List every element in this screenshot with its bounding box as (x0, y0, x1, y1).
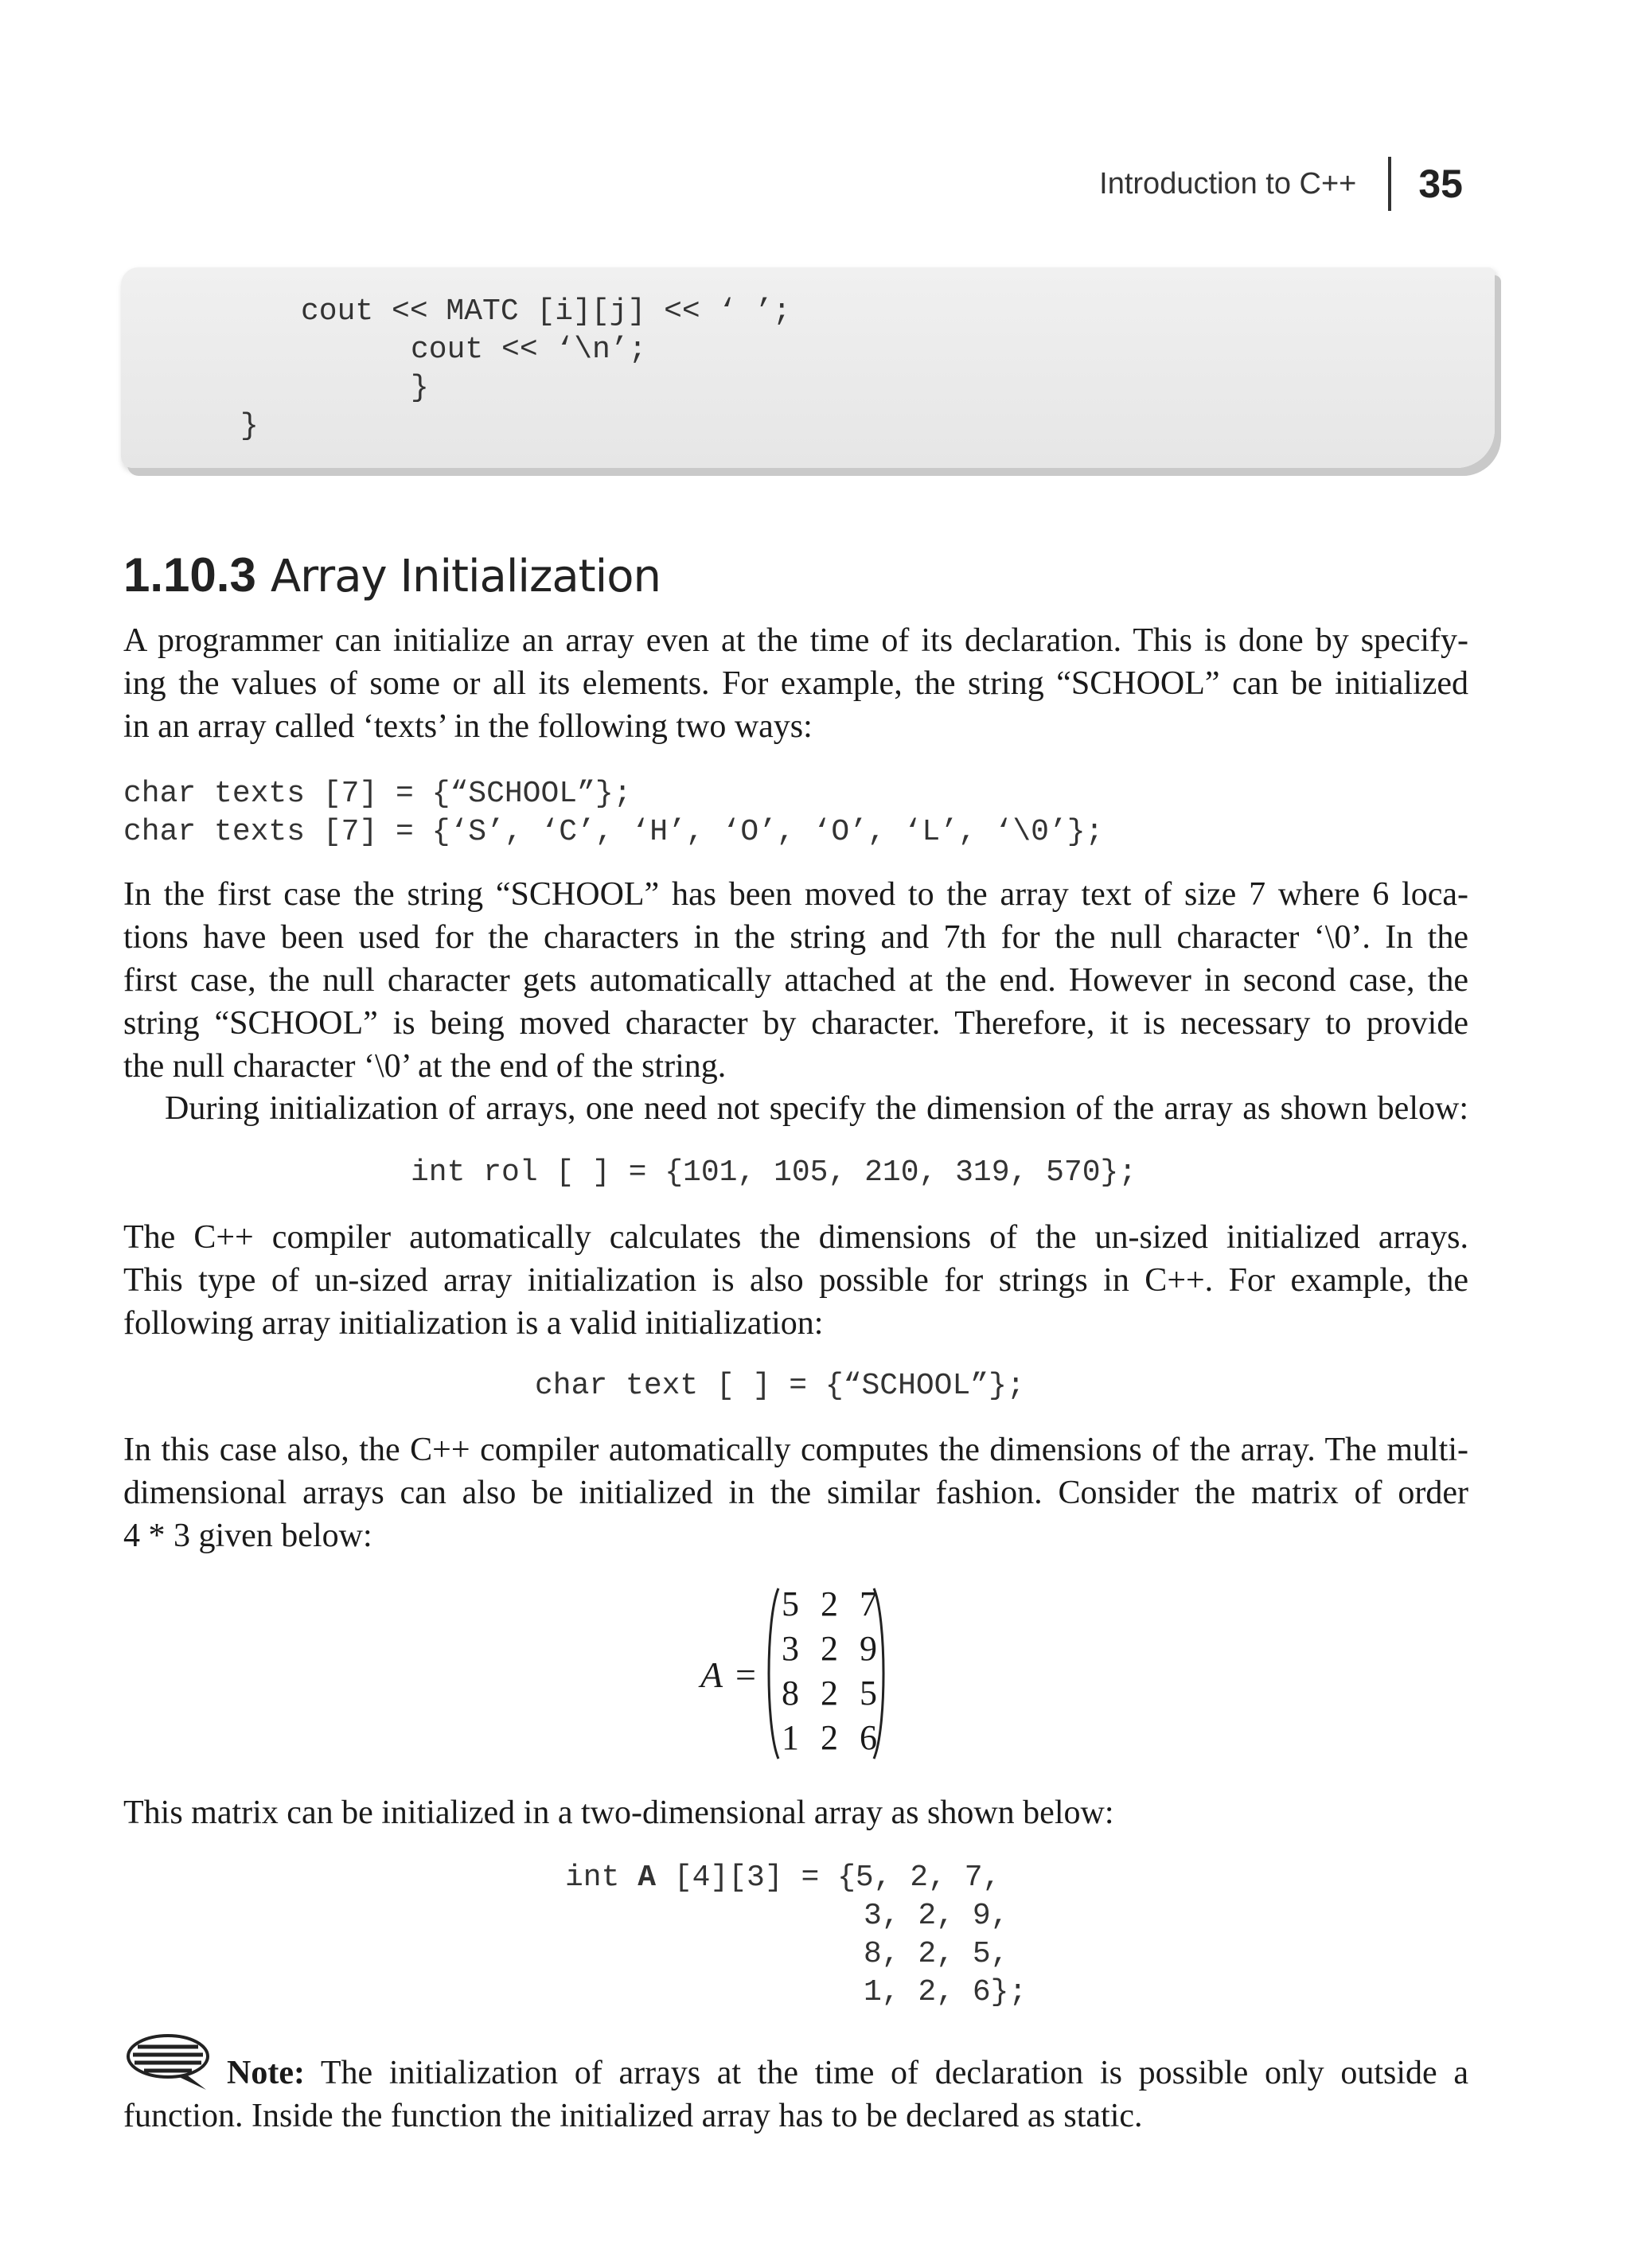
text-line (123, 2052, 1468, 2095)
matrix-label: A (700, 1654, 723, 1695)
section-number: 1.10.3 (123, 548, 256, 602)
text-line: string “SCHOOL” is being moved character by character. Therefore, it is necessary to provide (123, 1005, 1468, 1042)
text-line: A programmer can initialize an array even at the time of its declaration. This is done by specify- (123, 622, 1468, 659)
section-heading (123, 548, 661, 602)
text-line: This type of un-sized array initialization is also possible for strings in C++. For example, the (123, 1262, 1468, 1299)
chapter-title: Introduction to C++ (1099, 166, 1357, 201)
page-number: 35 (1418, 162, 1463, 206)
text-line: function. Inside the function the initialized array has to be declared as static. (123, 2098, 1143, 2134)
text-line: tions have been used for the characters in the string and 7th for the null character ‘\0’. In the (123, 919, 1468, 956)
text-line: the null character ‘\0’ at the end of the string. (123, 1048, 727, 1085)
code-keyword: int (565, 1861, 638, 1895)
code-line: cout << MATC [i][j] << ‘ ’; (301, 294, 791, 329)
code-line: 8, 2, 5, (864, 1937, 1009, 1971)
text-line: first case, the null character gets automatically attached at the end. However in second case, the (123, 962, 1468, 999)
text-line: This matrix can be initialized in a two-dimensional array as shown below: (123, 1795, 1114, 1831)
text-line: During initialization of arrays, one need not specify the dimension of the array as shown below: (165, 1090, 1468, 1127)
code-line: char texts [7] = {‘S’, ‘C’, ‘H’, ‘O’, ‘O’, ‘L’, ‘\0’}; (123, 815, 1104, 849)
code-line: int rol [ ] = {101, 105, 210, 319, 570}; (411, 1155, 1137, 1190)
code-line: char text [ ] = {“SCHOOL”}; (535, 1369, 1025, 1403)
right-paren-icon (871, 1587, 890, 1760)
matrix (700, 1584, 891, 1767)
matrix-row: 5 2 7 (782, 1584, 883, 1623)
text-line: following array initialization is a valid initialization: (123, 1305, 824, 1342)
matrix-row: 8 2 5 (782, 1674, 883, 1713)
left-paren-icon (762, 1587, 782, 1760)
section-title: Array Initialization (270, 551, 661, 602)
code-line: char texts [7] = {“SCHOOL”}; (123, 777, 632, 811)
text-line: ing the values of some or all its elements. For example, the string “SCHOOL” can be initialized (123, 665, 1468, 702)
code-identifier: A (638, 1861, 657, 1895)
paragraph (123, 619, 1468, 748)
paragraph (123, 1216, 1468, 1345)
code-line: 3, 2, 9, (864, 1899, 1009, 1933)
paragraph (123, 1428, 1468, 1557)
running-header (1099, 156, 1463, 212)
code-line: } (240, 409, 259, 443)
text-line: dimensional arrays can also be initialized in the similar fashion. Consider the matrix of order (123, 1475, 1468, 1511)
equals-sign: = (735, 1654, 756, 1695)
note-text: The initialization of arrays at the time of declaration is possible only outside a (304, 2055, 1468, 2091)
code-line: cout << ‘\n’; (411, 333, 647, 367)
code-text: [4][3] = {5, 2, 7, (656, 1861, 1001, 1895)
matrix-row: 3 2 9 (782, 1629, 883, 1668)
paragraph (123, 1791, 1468, 1834)
paragraph (123, 1087, 1468, 1130)
note-paragraph (123, 2052, 1468, 2137)
text-line: in an array called ‘texts’ in the following two ways: (123, 708, 813, 745)
text-line: 4 * 3 given below: (123, 1518, 372, 1554)
paragraph (123, 873, 1468, 1088)
code-line: 1, 2, 6}; (864, 1975, 1028, 2009)
code-line: } (411, 371, 429, 405)
text-line: The C++ compiler automatically calculates the dimensions of the un-sized initialized arrays. (123, 1219, 1468, 1256)
text-line: In this case also, the C++ compiler automatically computes the dimensions of the array. The multi- (123, 1432, 1468, 1468)
code-line (565, 1861, 1000, 1895)
code-panel (121, 267, 1495, 468)
text-line: In the first case the string “SCHOOL” has been moved to the array text of size 7 where 6 loca- (123, 876, 1468, 913)
matrix-row: 1 2 6 (782, 1718, 883, 1757)
note-label: Note: (227, 2055, 305, 2091)
header-divider (1388, 157, 1391, 211)
